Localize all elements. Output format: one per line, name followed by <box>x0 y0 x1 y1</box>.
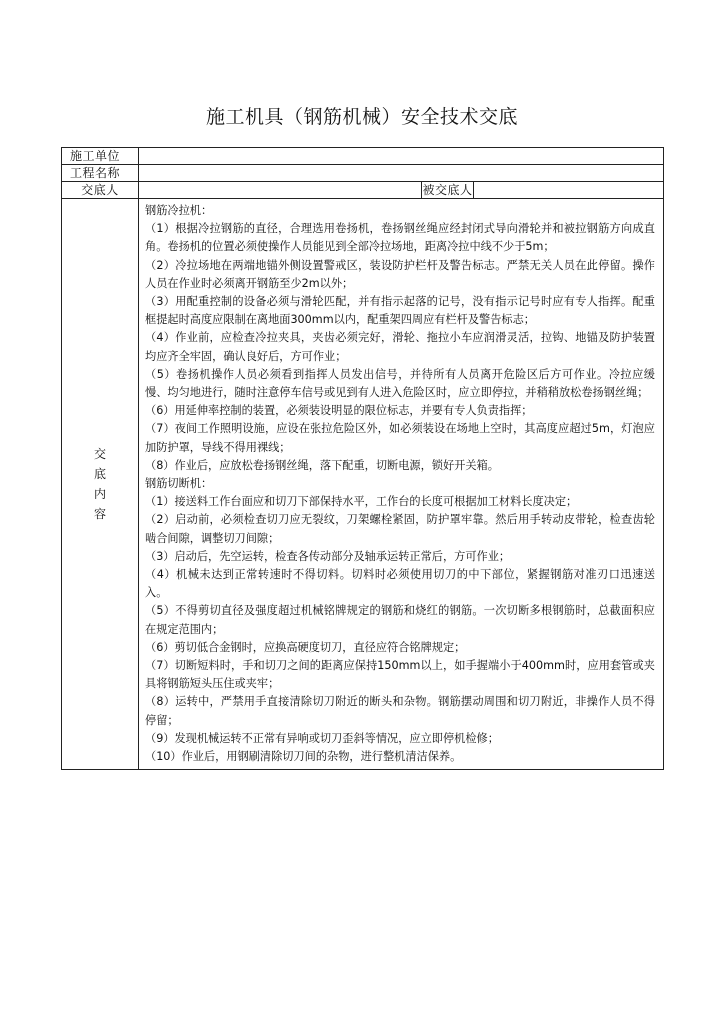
unit-value[interactable] <box>139 148 664 165</box>
list-item: （7）切断短料时，手和切刀之间的距离应保持150mm以上，如手握端小于400mm时，应用套管或夹具将钢筋短头压住或夹牢； <box>145 659 655 691</box>
content-label-char: 内 <box>93 487 106 502</box>
unit-label: 施工单位 <box>62 148 139 165</box>
list-item: （4）机械未达到正常转速时不得切料。切料时必须使用切刀的中下部位，紧握钢筋对准刃口迅速送入。 <box>145 568 655 600</box>
list-item: （6）用延伸率控制的装置，必须装设明显的限位标志，并要有专人负责指挥； <box>145 404 533 418</box>
document-title: 施工机具（钢筋机械）安全技术交底 <box>205 106 518 128</box>
list-item: （8）运转中，严禁用手直接清除切刀附近的断头和杂物。钢筋摆动周围和切刀附近，非操作人员不得停留； <box>145 695 655 727</box>
list-item: （2）冷拉场地在两端地锚外侧设置警戒区，装设防护栏杆及警告标志。严禁无关人员在此停留。操作人员在作业时必须离开钢筋至少2m以外； <box>145 258 655 290</box>
recipient-value[interactable] <box>474 182 664 199</box>
list-item: （7）夜间工作照明设施，应设在张拉危险区外，如必须装设在场地上空时，其高度应超过5m，灯泡应加防护罩，导线不得用裸线； <box>145 422 655 454</box>
list-item: （5）不得剪切直径及强度超过机械铭牌规定的钢筋和烧红的钢筋。一次切断多根钢筋时，总截面积应在规定范围内； <box>145 604 655 636</box>
list-item: （8）作业后，应放松卷扬钢丝绳，落下配重，切断电源，锁好开关箱。 <box>145 458 499 472</box>
list-item: （1）根据冷拉钢筋的直径，合理选用卷扬机，卷扬钢丝绳应经封闭式导向滑轮并和被拉钢筋方向成直角。卷扬机的位置必须使操作人员能见到全部冷拉场地，距离冷拉中线不少于5m； <box>145 222 655 254</box>
list-item: （3）启动后，先空运转，检查各传动部分及轴承运转正常后，方可作业； <box>145 549 511 563</box>
list-item: （10）作业后，用钢刷清除切刀间的杂物，进行整机清洁保养。 <box>145 750 462 764</box>
project-value[interactable] <box>139 165 664 182</box>
section-title-cutting: 钢筋切断机： <box>145 477 213 491</box>
recipient-label: 被交底人 <box>422 183 473 197</box>
list-item: （5）卷扬机操作人员必须看到指挥人员发出信号，并待所有人员离开危险区后方可作业。冷拉应缓慢、均匀地进行，随时注意停车信号或见到有人进入危险区时，应立即停拉，并稍稍放松卷扬钢丝绳； <box>145 367 655 400</box>
discloser-value[interactable] <box>139 182 422 199</box>
list-item: （3）用配重控制的设备必须与滑轮匹配，并有指示起落的记号，没有指示记号时应有专人指挥。配重框提起时高度应限制在离地面300mm以内，配重架四周应有栏杆及警告标志； <box>145 295 655 327</box>
list-item: （6）剪切低合金钢时，应换高硬度切刀，直径应符合铭牌规定； <box>145 640 466 654</box>
list-item: （2）启动前，必须检查切刀应无裂纹，刀架螺栓紧固，防护罩牢靠。然后用手转动皮带轮，检查齿轮啮合间隙，调整切刀间隙； <box>145 513 655 545</box>
content-label-char: 交 <box>93 447 106 462</box>
list-item: （4）作业前，应检查冷拉夹具，夹齿必须完好，滑轮、拖拉小车应润滑灵活，拉钩、地锚及防护装置均应齐全牢固，确认良好后，方可作业； <box>145 331 655 363</box>
content-label <box>62 199 139 770</box>
disclosure-form <box>61 147 664 770</box>
project-label: 工程名称 <box>62 165 139 182</box>
content-label-char: 底 <box>93 467 106 482</box>
content-label-char: 容 <box>93 507 106 522</box>
list-item: （9）发现机械运转不正常有异响或切刀歪斜等情况，应立即停机检修； <box>145 731 499 745</box>
list-item: （1）接送料工作台面应和切刀下部保持水平，工作台的长度可根据加工材料长度决定； <box>145 495 578 509</box>
discloser-label: 交底人 <box>62 182 139 199</box>
content-body <box>139 199 664 770</box>
section-title-cold-drawing: 钢筋冷拉机： <box>145 204 213 217</box>
